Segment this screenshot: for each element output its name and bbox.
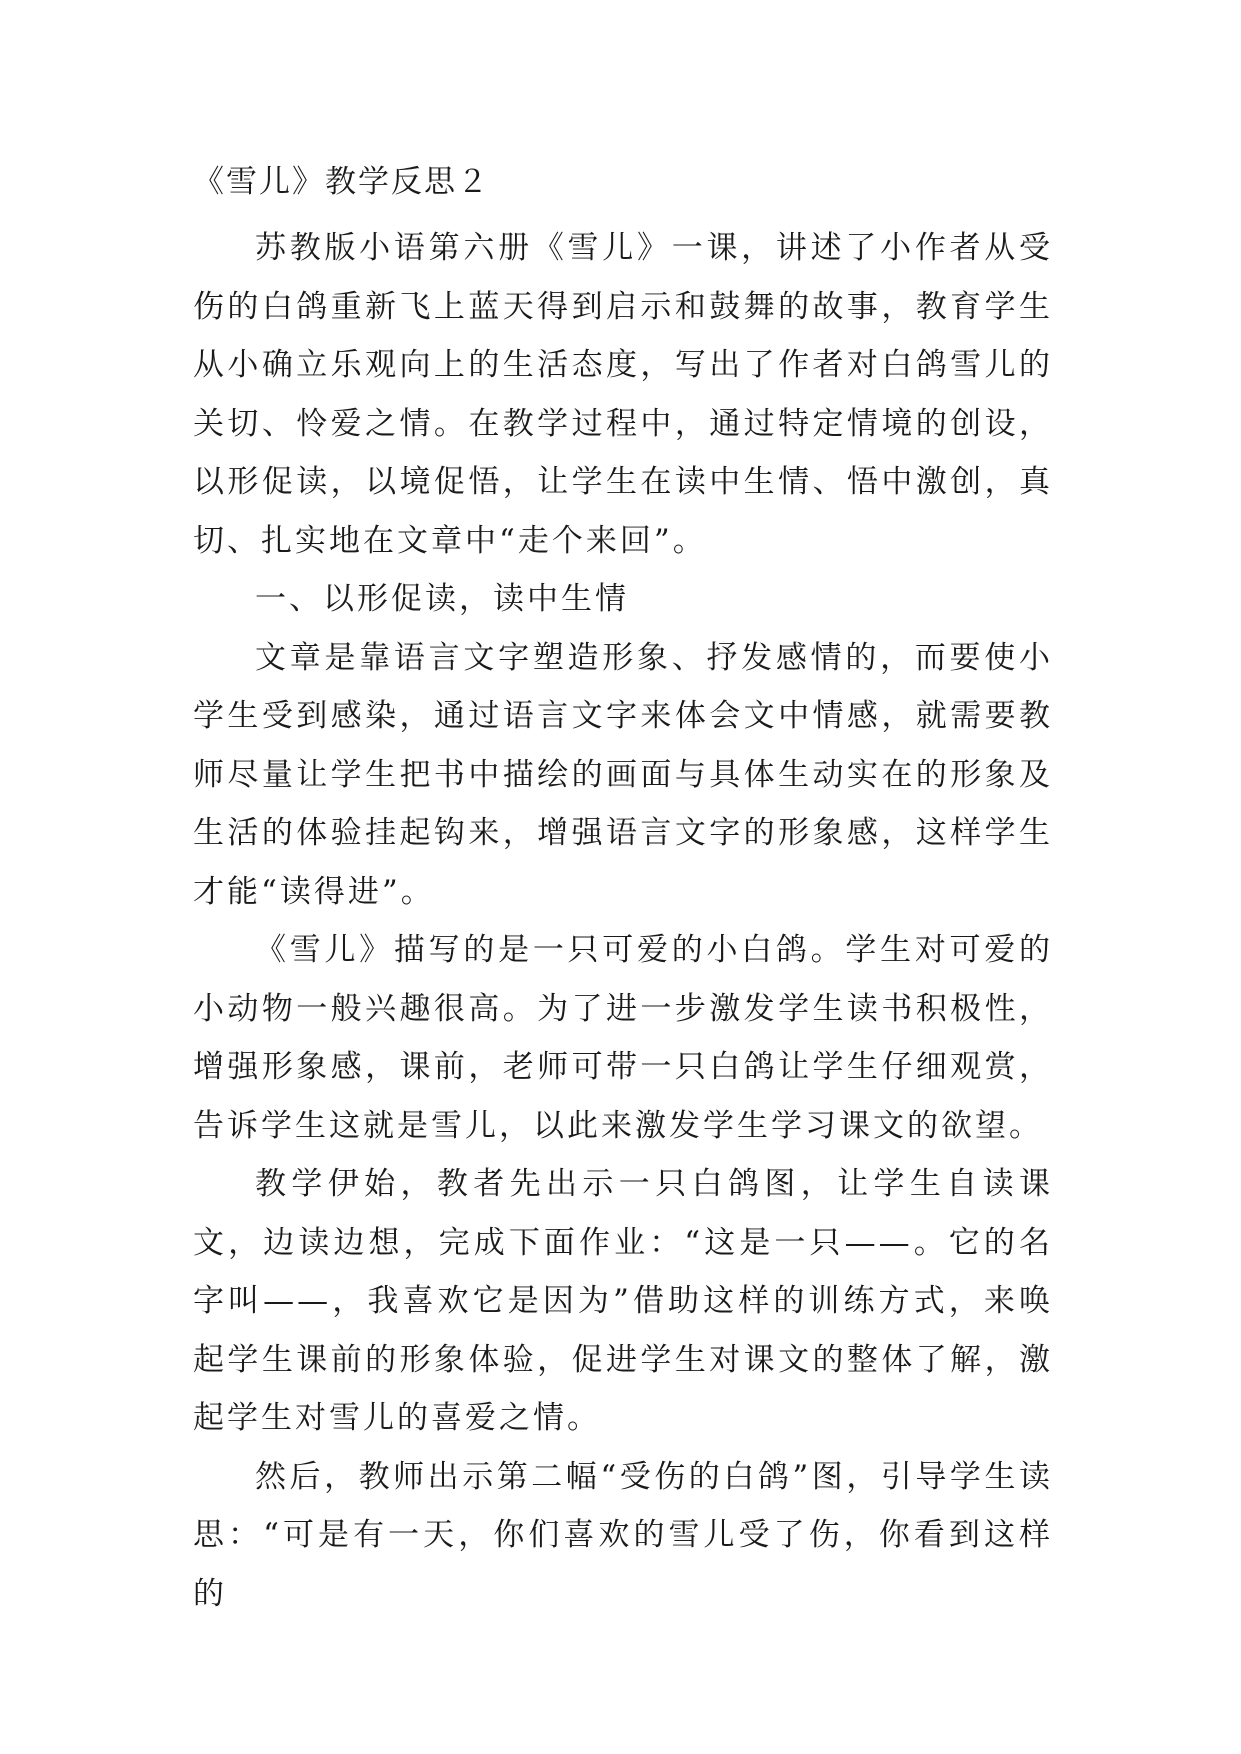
paragraph-white-dove: 《雪儿》描写的是一只可爱的小白鸽。学生对可爱的小动物一般兴趣很高。为了进一步激发学生读书积极性，增强形象感，课前，老师可带一只白鸽让学生仔细观赏，告诉学生这就是雪儿，以此来激发学生学习课文的欲望。 (193, 932, 1053, 1144)
paragraph-lesson-start: 教学伊始，教者先出示一只白鸽图，让学生自读课文，边读边想，完成下面作业：“这是一只——。它的名字叫——，我喜欢它是因为”借助这样的训练方式，来唤起学生课前的形象体验，促进学生对课文的整体了解，激起学生对雪儿的喜爱之情。 (193, 1166, 1053, 1436)
paragraph-second-picture: 然后，教师出示第二幅“受伤的白鸽”图，引导学生读思：“可是有一天，你们喜欢的雪儿受了伤，你看到这样的 (193, 1458, 1053, 1612)
document-body (193, 219, 1053, 1623)
section-heading: 一、以形促读，读中生情 (255, 581, 629, 617)
paragraph-intro: 苏教版小语第六册《雪儿》一课，讲述了小作者从受伤的白鸽重新飞上蓝天得到启示和鼓舞的故事，教育学生从小确立乐观向上的生活态度，写出了作者对白鸽雪儿的关切、怜爱之情。在教学过程中，通过特定情境的创设，以形促读，以境促悟，让学生在读中生情、悟中激创，真切、扎实地在文章中“走个来回”。 (193, 230, 1053, 559)
paragraph-text-imagery: 文章是靠语言文字塑造形象、抒发感情的，而要使小学生受到感染，通过语言文字来体会文中情感，就需要教师尽量让学生把书中描绘的画面与具体生动实在的形象及生活的体验挂起钩来，增强语言文字的形象感，这样学生才能“读得进”。 (193, 639, 1053, 910)
document-title: 《雪儿》教学反思２ (193, 164, 490, 200)
